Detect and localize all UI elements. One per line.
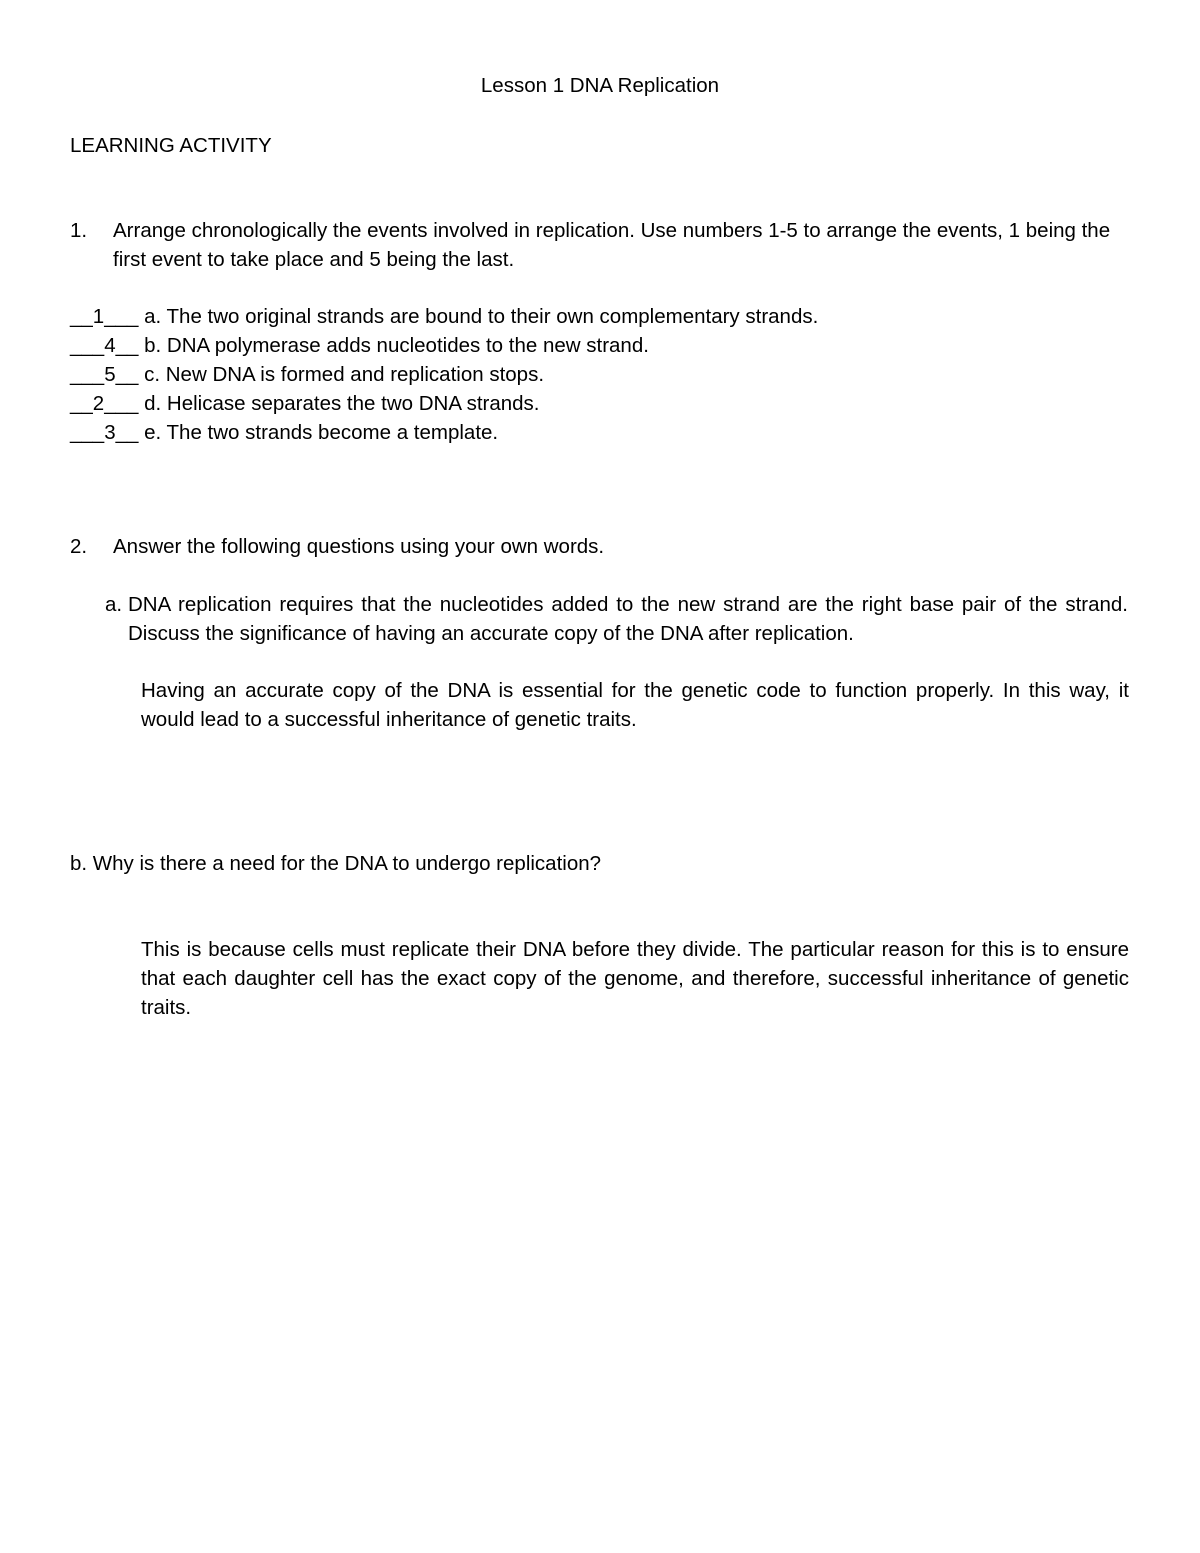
question-2-number: 2.	[70, 535, 88, 558]
question-1-number: 1.	[70, 219, 88, 242]
ordering-item-c: ___5__ c. New DNA is formed and replication stops.	[70, 363, 545, 386]
section-heading: LEARNING ACTIVITY	[70, 134, 272, 157]
ordering-item-b: ___4__ b. DNA polymerase adds nucleotides to the new strand.	[70, 334, 649, 357]
part-a-question	[128, 590, 1128, 648]
ordering-item-d: __2___ d. Helicase separates the two DNA strands.	[70, 392, 540, 415]
ordering-item-e: ___3__ e. The two strands become a template.	[70, 421, 499, 444]
part-a-label: a.	[105, 593, 123, 616]
part-a-question-text: DNA replication requires that the nucleotides added to the new strand are the right base pair of the strand. Discuss the significance of having an accurate copy of the DNA after replication.	[128, 593, 1128, 645]
question-2-text: Answer the following questions using your own words.	[113, 535, 605, 558]
ordering-item-a: __1___ a. The two original strands are bound to their own complementary strands.	[70, 305, 819, 328]
part-b-question: b. Why is there a need for the DNA to undergo replication?	[70, 852, 602, 875]
page-title: Lesson 1 DNA Replication	[480, 74, 720, 97]
question-1-text: Arrange chronologically the events involved in replication. Use numbers 1-5 to arrange the events, 1 being the first event to take place and 5 being the last.	[113, 219, 1111, 271]
part-b-answer: This is because cells must replicate their DNA before they divide. The particular reason for this is to ensure that each daughter cell has the exact copy of the genome, and therefore, successful inheritance of genetic traits.	[141, 938, 1129, 1019]
part-a-answer: Having an accurate copy of the DNA is essential for the genetic code to function properly. In this way, it would lead to a successful inheritance of genetic traits.	[141, 679, 1129, 731]
